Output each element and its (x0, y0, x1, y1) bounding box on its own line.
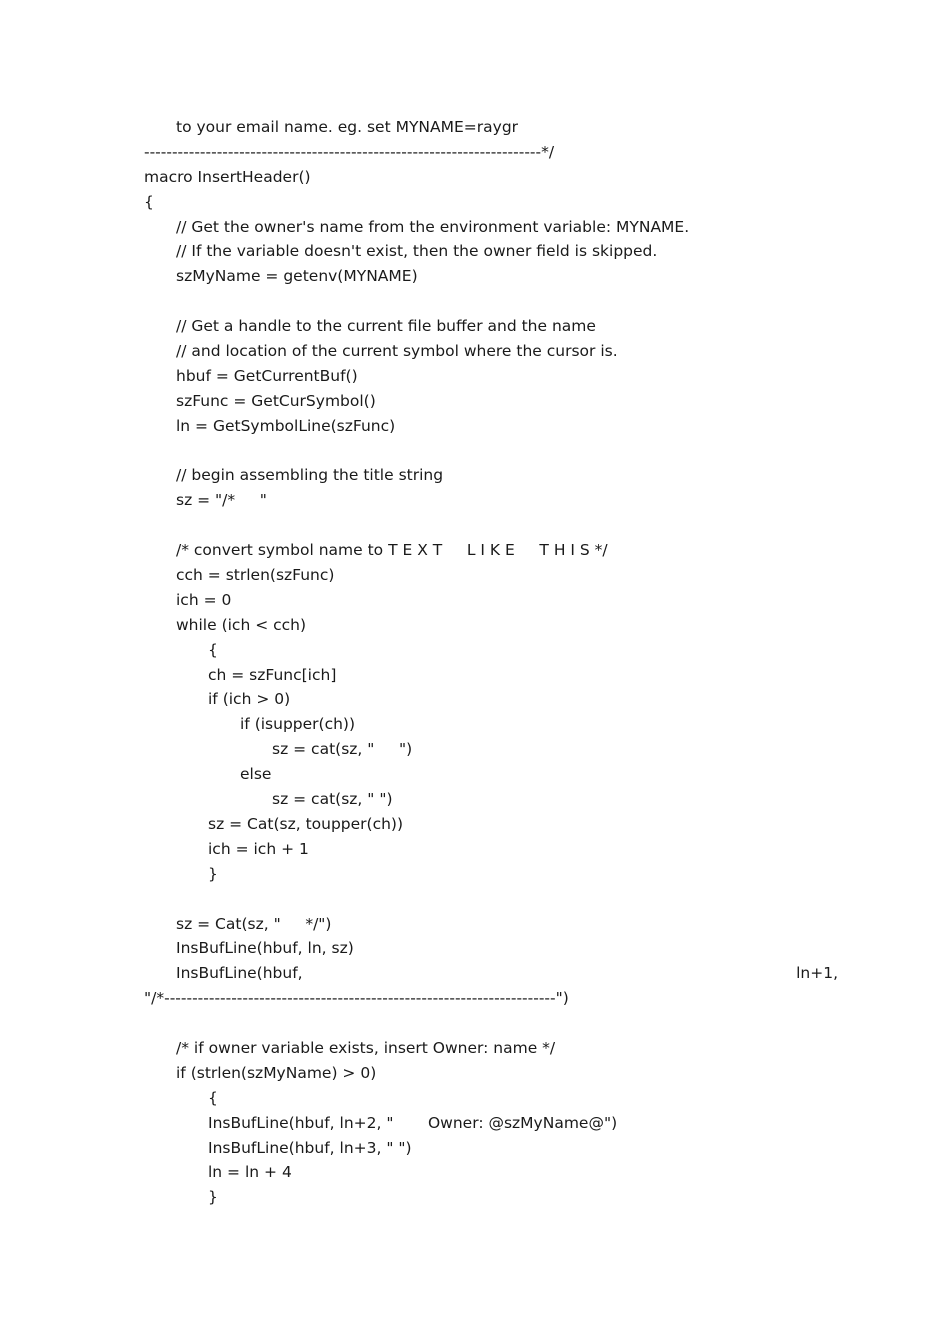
code-line-text: if (ich > 0) (208, 690, 291, 709)
code-line-text: sz = "/* " (176, 491, 267, 510)
code-line-text: szFunc = GetCurSymbol() (176, 391, 376, 410)
code-line-text: szMyName = getenv(MYNAME) (176, 267, 418, 286)
code-line (144, 1086, 824, 1111)
blank-line (144, 1011, 824, 1036)
code-line-text: { (208, 640, 218, 659)
code-line (144, 563, 824, 588)
code-line-text: InsBufLine(hbuf, ln+2, " Owner: @szMyName@") (208, 1113, 618, 1132)
code-line-text: else (240, 765, 272, 784)
code-line-text: // Get a handle to the current file buffer and the name (176, 317, 596, 336)
code-line (144, 1160, 824, 1185)
code-line (144, 663, 824, 688)
code-line-text: // If the variable doesn't exist, then the owner field is skipped. (176, 242, 658, 261)
blank-line (144, 513, 824, 538)
code-listing (144, 115, 838, 1210)
code-line-text: ch = szFunc[ich] (208, 665, 337, 684)
code-line-text: ich = ich + 1 (208, 839, 309, 858)
code-line-text: { (208, 1088, 218, 1107)
code-line-text: hbuf = GetCurrentBuf() (176, 366, 358, 385)
code-line (144, 812, 824, 837)
code-line (144, 314, 824, 339)
code-line (144, 613, 824, 638)
code-line (144, 1136, 824, 1161)
code-line (144, 588, 824, 613)
code-line (144, 1036, 824, 1061)
code-line-text: if (strlen(szMyName) > 0) (176, 1063, 377, 1082)
code-line (144, 862, 824, 887)
code-line-text: sz = cat(sz, " ") (272, 790, 393, 809)
code-line (144, 190, 824, 215)
code-line (144, 463, 824, 488)
code-line (144, 912, 824, 937)
code-line-text: ln = ln + 4 (208, 1163, 292, 1182)
code-line (144, 538, 824, 563)
code-line (144, 1061, 824, 1086)
code-line (144, 140, 824, 165)
code-line-text: InsBufLine(hbuf, (176, 964, 303, 983)
code-line (144, 638, 824, 663)
code-line-text: /* convert symbol name to T E X T L I K E T H I S */ (176, 541, 608, 560)
code-line (144, 737, 824, 762)
code-line (144, 115, 824, 140)
code-line (144, 961, 838, 986)
blank-line (144, 289, 824, 314)
code-line (144, 389, 824, 414)
code-line-text: sz = Cat(sz, " */") (176, 914, 332, 933)
code-line-text: } (208, 1188, 218, 1207)
code-line-text: -----------------------------------------------------------------------*/ (144, 142, 555, 161)
code-line-text: // begin assembling the title string (176, 466, 444, 485)
code-line-text: // Get the owner's name from the environment variable: MYNAME. (176, 217, 690, 236)
code-line (144, 687, 824, 712)
code-line-continuation: ln+1, (796, 964, 838, 983)
code-line (144, 414, 824, 439)
code-line-text: } (208, 864, 218, 883)
code-line (144, 986, 824, 1011)
code-line (144, 239, 824, 264)
code-line-text: while (ich < cch) (176, 615, 307, 634)
code-line-text: cch = strlen(szFunc) (176, 566, 335, 585)
code-line-text: // and location of the current symbol where the cursor is. (176, 342, 618, 361)
code-line-text: ich = 0 (176, 590, 232, 609)
code-line (144, 762, 824, 787)
code-line (144, 264, 824, 289)
code-line (144, 364, 824, 389)
code-line-text: sz = cat(sz, " ") (272, 740, 413, 759)
code-line-text: /* if owner variable exists, insert Owner: name */ (176, 1038, 556, 1057)
code-line-text: ln = GetSymbolLine(szFunc) (176, 416, 396, 435)
code-line (144, 488, 824, 513)
code-line-text: sz = Cat(sz, toupper(ch)) (208, 814, 404, 833)
code-line (144, 215, 824, 240)
code-line (144, 165, 824, 190)
code-line-text: { (144, 192, 154, 211)
code-line-text: "/*----------------------------------------------------------------------") (144, 989, 569, 1008)
blank-line (144, 887, 824, 912)
code-line-text: macro InsertHeader() (144, 167, 311, 186)
code-line (144, 936, 824, 961)
code-line (144, 712, 824, 737)
code-line (144, 787, 824, 812)
code-line (144, 339, 824, 364)
code-line-text: InsBufLine(hbuf, ln+3, " ") (208, 1138, 412, 1157)
code-line (144, 1111, 824, 1136)
code-line (144, 837, 824, 862)
code-line-text: to your email name. eg. set MYNAME=raygr (176, 118, 519, 136)
code-line-text: if (isupper(ch)) (240, 715, 356, 734)
code-line-text: InsBufLine(hbuf, ln, sz) (176, 939, 354, 958)
blank-line (144, 439, 824, 464)
code-line (144, 1185, 824, 1210)
